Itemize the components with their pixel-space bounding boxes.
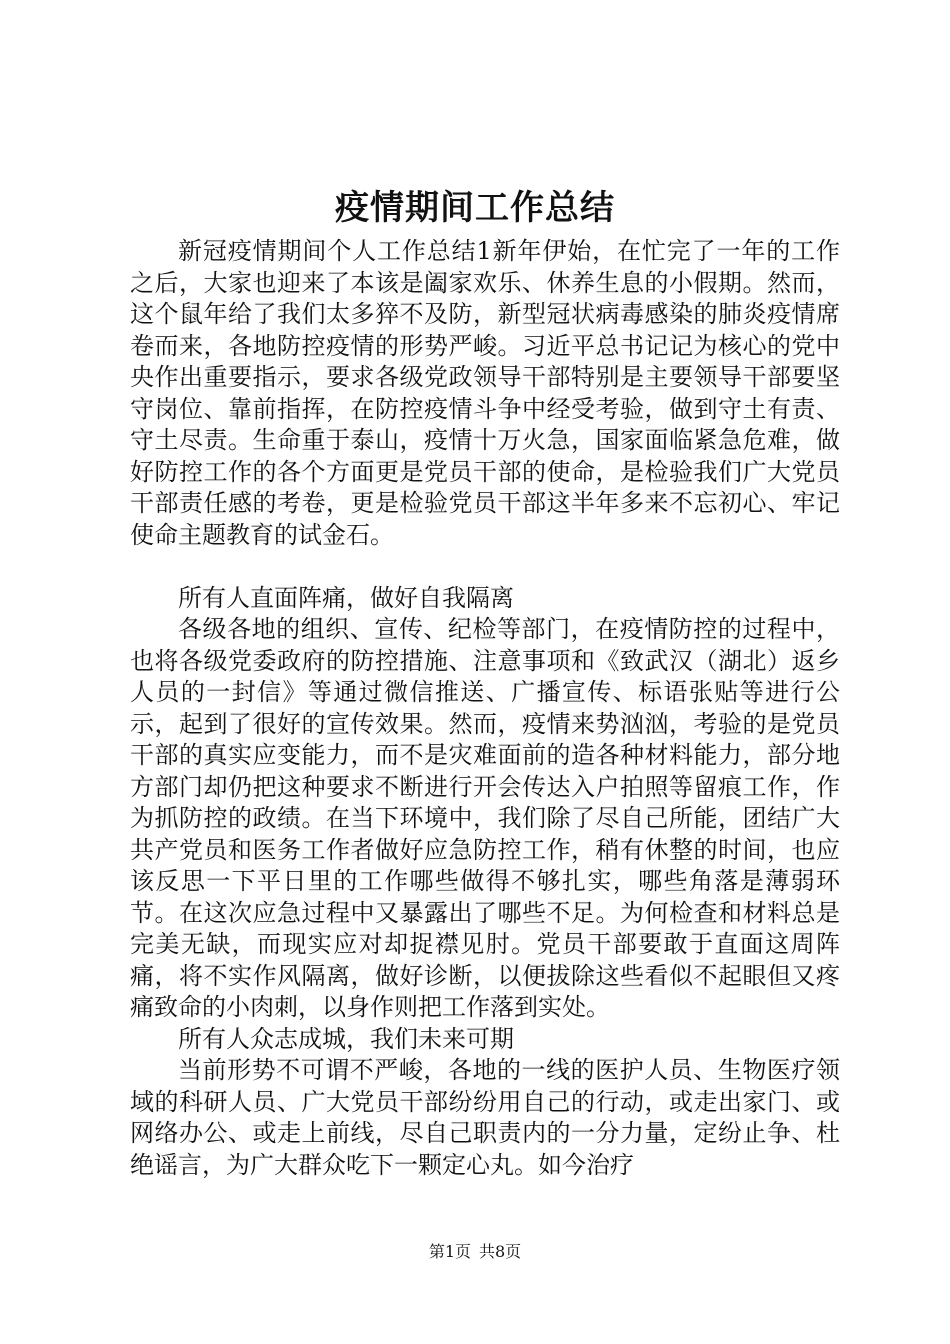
paragraph-isolation: 各级各地的组织、宣传、纪检等部门，在疫情防控的过程中，也将各级党委政府的防控措施、注意事项和《致武汉（湖北）返乡人员的一封信》等通过微信推送、广播宣传、标语张贴等进行公示，起到了很好的宣传效果。然而，疫情来势汹汹，考验的是党员干部的真实应变能力，而不是灾难面前的造各种材料能力，部分地方部门却仍把这种要求不断进行开会传达入户拍照等留痕工作，作为抓防控的政绩。在当下环境中，我们除了尽自己所能，团结广大共产党员和医务工作者做好应急防控工作，稍有休整的时间，也应该反思一下平日里的工作哪些做得不够扎实，哪些角落是薄弱环节。在这次应急过程中又暴露出了哪些不足。为何检查和材料总是完美无缺，而现实应对却捉襟见肘。党员干部要敢于直面这周阵痛，将不实作风隔离，做好诊断，以便拔除这些看似不起眼但又疼痛致命的小肉刺，以身作则把工作落到实处。 [130,615,840,1021]
paragraph-intro: 新冠疫情期间个人工作总结1新年伊始，在忙完了一年的工作之后，大家也迎来了本该是阖家欢乐、休养生息的小假期。然而，这个鼠年给了我们太多猝不及防，新型冠状病毒感染的肺炎疫情席卷而来，各地防控疫情的形势严峻。习近平总书记记为核心的党中央作出重要指示，要求各级党政领导干部特别是主要领导干部要坚守岗位、靠前指挥，在防控疫情斗争中经受考验，做到守土有责、守土尽责。生命重于泰山，疫情十万火急，国家面临紧急危难，做好防控工作的各个方面更是党员干部的使命，是检验我们广大党员干部责任感的考卷，更是检验党员干部这半年多来不忘初心、牢记使命主题教育的试金石。 [130,237,840,549]
paragraph-spacer [130,551,840,583]
paragraph-unity: 当前形势不可谓不严峻，各地的一线的医护人员、生物医疗领域的科研人员、广大党员干部纷纷用自己的行动，或走出家门、或网络办公、或走上前线，尽自己职责内的一分力量，定纷止争、杜绝谣言，为广大群众吃下一颗定心丸。如今治疗 [130,1056,840,1179]
page-number: 第1页 [428,1242,471,1261]
document-title: 疫情期间工作总结 [335,188,615,228]
section-heading-isolation: 所有人直面阵痛，做好自我隔离 [178,583,514,612]
page-total: 共8页 [479,1242,522,1261]
section-heading-unity: 所有人众志成城，我们未来可期 [178,1024,514,1053]
page-footer [0,1241,950,1263]
document-body [130,236,840,1181]
